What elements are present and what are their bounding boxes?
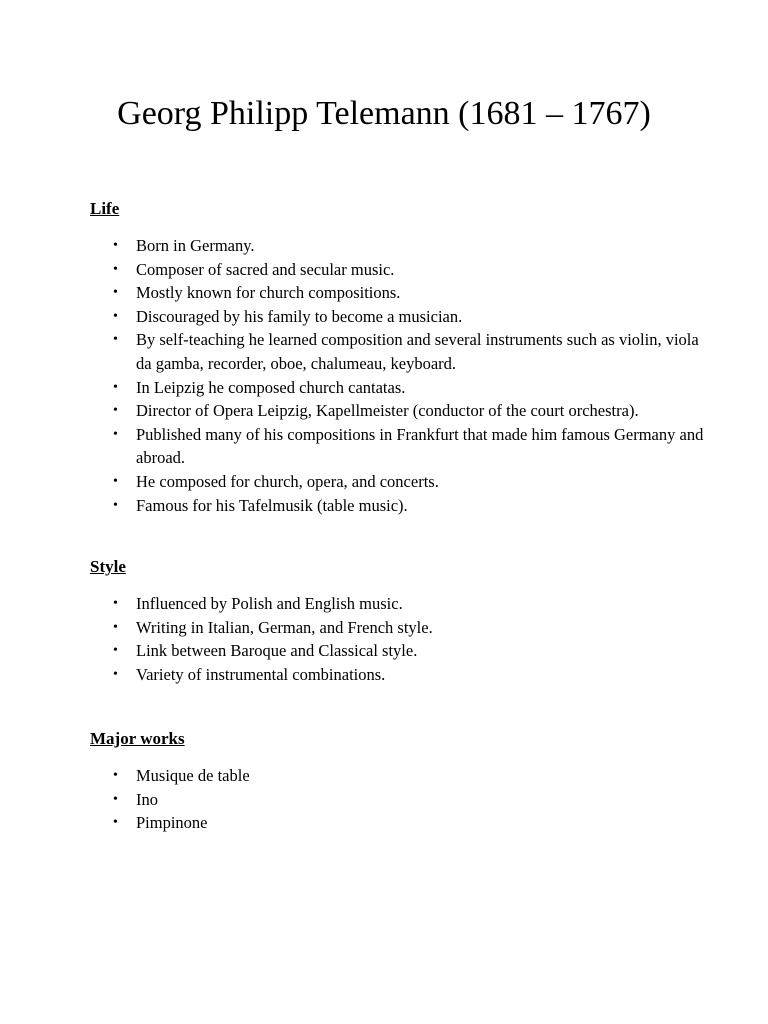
list-item-text: Born in Germany.	[136, 236, 255, 255]
section-life	[90, 198, 710, 517]
life-list	[90, 234, 710, 517]
list-item	[90, 811, 710, 835]
list-item	[90, 423, 710, 470]
list-item-text: By self-teaching he learned composition and several instruments such as violin, viola da gamba, recorder, oboe, chalumeau, keyboard.	[136, 330, 699, 373]
list-item	[90, 616, 710, 640]
list-item-text: Famous for his Tafelmusik (table music).	[136, 495, 408, 515]
list-item-text: Discouraged by his family to become a musician.	[136, 306, 463, 326]
list-item	[90, 399, 710, 423]
bullet-icon: •	[113, 308, 118, 324]
list-item-text: Writing in Italian, German, and French style.	[136, 617, 433, 637]
list-item	[90, 639, 710, 663]
list-item-text: Composer of sacred and secular music.	[136, 259, 395, 279]
bullet-icon: •	[113, 426, 118, 442]
list-item-text: Variety of instrumental combinations.	[136, 664, 386, 684]
bullet-icon: •	[113, 379, 118, 395]
list-item	[90, 376, 710, 400]
list-item-text: Mostly known for church compositions.	[136, 283, 401, 303]
bullet-icon: •	[113, 473, 118, 489]
bullet-icon: •	[113, 238, 118, 253]
bullet-icon: •	[113, 619, 118, 635]
list-item	[90, 764, 710, 788]
list-item	[90, 305, 710, 329]
list-item-text: Pimpinone	[136, 813, 208, 833]
bullet-icon: •	[113, 791, 118, 807]
bullet-icon: •	[113, 285, 118, 301]
bullet-icon: •	[113, 643, 118, 659]
bullet-icon: •	[113, 403, 118, 419]
list-item-text: In Leipzig he composed church cantatas.	[136, 377, 406, 397]
list-item	[90, 663, 710, 687]
section-major-works	[90, 728, 710, 835]
section-style	[90, 556, 710, 686]
list-item-text: Ino	[136, 789, 158, 809]
section-heading-life: Life	[90, 199, 120, 218]
list-item	[90, 788, 710, 812]
section-heading-style: Style	[90, 557, 126, 576]
list-item-text: Published many of his compositions in Frankfurt that made him famous Germany and abroad.	[136, 424, 704, 468]
list-item	[90, 494, 710, 518]
page-title: Georg Philipp Telemann (1681 – 1767)	[117, 95, 651, 132]
list-item-text: He composed for church, opera, and concerts.	[136, 471, 439, 491]
list-item-text: Musique de table	[136, 766, 250, 785]
bullet-icon: •	[113, 596, 118, 611]
list-item	[90, 234, 710, 258]
list-item	[90, 328, 710, 375]
bullet-icon: •	[113, 768, 118, 783]
section-heading-major-works: Major works	[90, 729, 185, 748]
list-item-text: Director of Opera Leipzig, Kapellmeister (conductor of the court orchestra).	[136, 401, 639, 421]
list-item-text: Link between Baroque and Classical style.	[136, 641, 418, 661]
major-works-list	[90, 764, 710, 835]
bullet-icon: •	[113, 332, 118, 348]
bullet-icon: •	[113, 666, 118, 682]
list-item	[90, 470, 710, 494]
list-item	[90, 281, 710, 305]
list-item-text: Influenced by Polish and English music.	[136, 594, 403, 613]
bullet-icon: •	[113, 815, 118, 831]
bullet-icon: •	[113, 261, 118, 277]
style-list	[90, 592, 710, 686]
list-item	[90, 258, 710, 282]
list-item	[90, 592, 710, 616]
bullet-icon: •	[113, 497, 118, 513]
